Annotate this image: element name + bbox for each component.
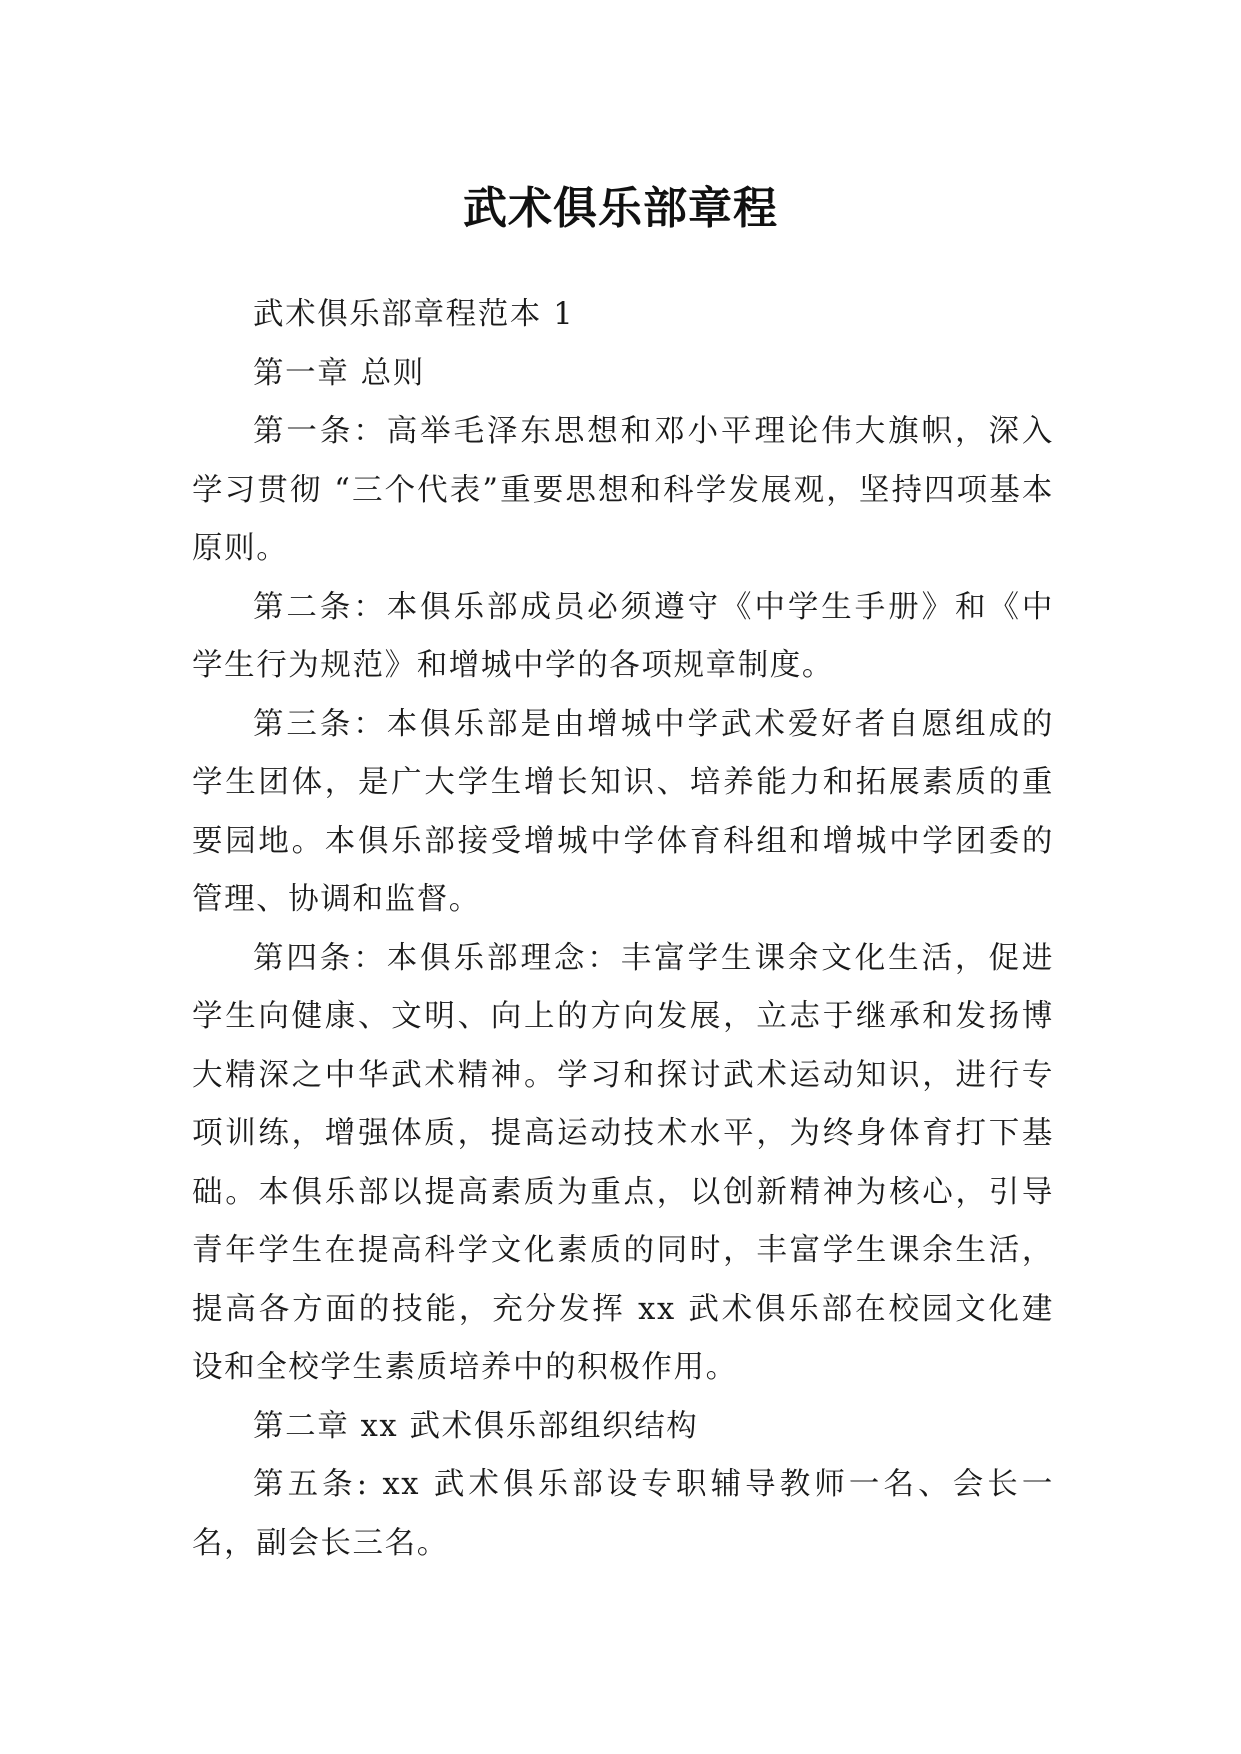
chapter-heading: 第二章 xx 武术俱乐部组织结构 [253, 1408, 699, 1444]
document-body [192, 286, 1054, 1573]
document-title: 武术俱乐部章程 [463, 183, 778, 235]
article-paragraph: 第二条：本俱乐部成员必须遵守《中学生手册》和《中学生行为规范》和增城中学的各项规章制度。 [192, 589, 1054, 683]
article-paragraph: 第四条：本俱乐部理念：丰富学生课余文化生活，促进学生向健康、文明、向上的方向发展，立志于继承和发扬博大精深之中华武术精神。学习和探讨武术运动知识，进行专项训练，增强体质，提高运动技术水平，为终身体育打下基础。本俱乐部以提高素质为重点，以创新精神为核心，引导青年学生在提高科学文化素质的同时，丰富学生课余生活，提高各方面的技能，充分发挥 xx 武术俱乐部在校园文化建设和全校学生素质培养中的积极作用。 [192, 940, 1054, 1385]
article-paragraph: 第五条: xx 武术俱乐部设专职辅导教师一名、会长一名，副会长三名。 [192, 1467, 1054, 1561]
article-paragraph: 第三条：本俱乐部是由增城中学武术爱好者自愿组成的学生团体，是广大学生增长知识、培养能力和拓展素质的重要园地。本俱乐部接受增城中学体育科组和增城中学团委的管理、协调和监督。 [192, 706, 1054, 917]
paragraph-template-title: 武术俱乐部章程范本 1 [253, 297, 575, 332]
article-paragraph: 第一条：高举毛泽东思想和邓小平理论伟大旗帜，深入学习贯彻 “三个代表”重要思想和科学发展观，坚持四项基本原则。 [192, 414, 1054, 566]
chapter-heading: 第一章 总则 [253, 355, 425, 391]
